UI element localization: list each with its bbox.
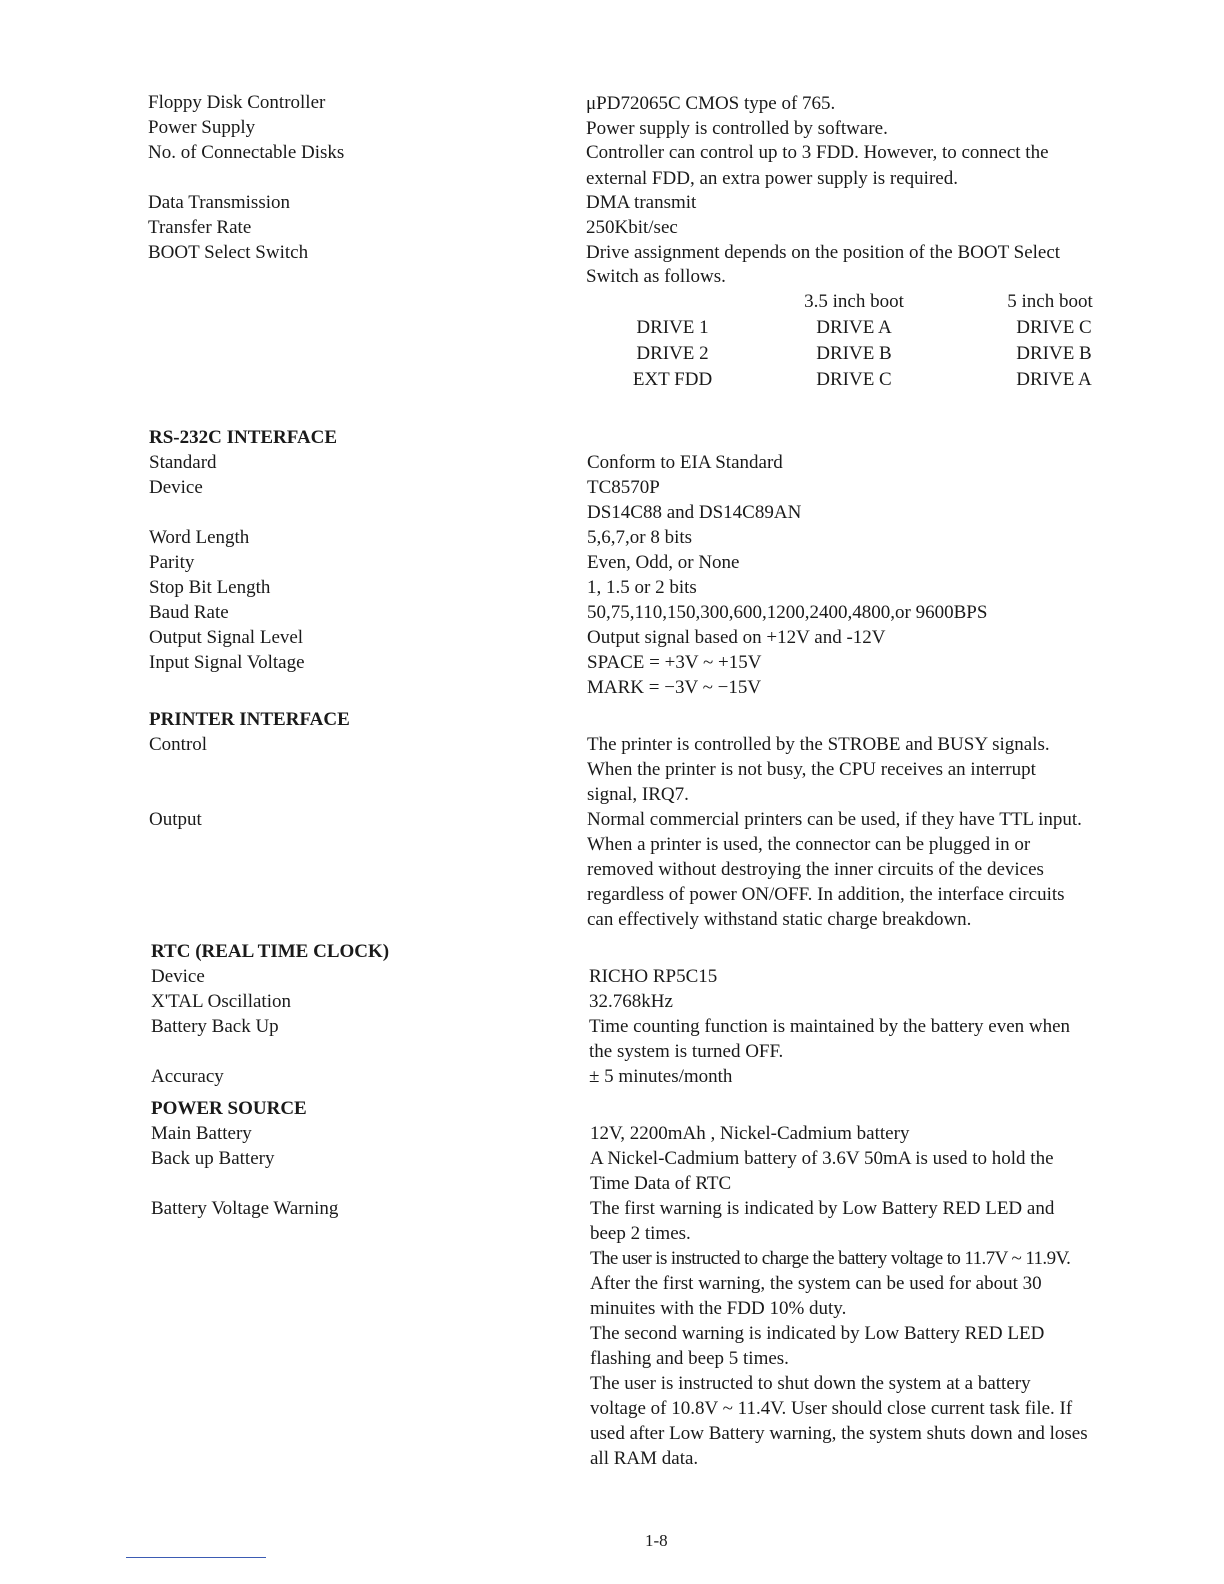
value-output-2: When a printer is used, the connector can be plugged in or [587,834,1031,855]
value-warning-5: minuites with the FDD 10% duty. [590,1298,847,1319]
value-warning-10: used after Low Battery warning, the system shuts down and loses [590,1423,1088,1444]
label-standard: Standard [149,452,217,473]
value-output-3: removed without destroying the inner circuits of the devices [587,859,1044,880]
label-battery-voltage-warning: Battery Voltage Warning [151,1198,339,1219]
value-device: TC8570P [587,477,660,498]
label-input-signal-voltage: Input Signal Voltage [149,652,305,673]
value-warning-7: flashing and beep 5 times. [590,1348,789,1369]
boot-table-cell: DRIVE B [1016,343,1092,364]
value-back-up-battery-cont: Time Data of RTC [590,1173,732,1194]
value-output-5: can effectively withstand static charge breakdown. [587,909,972,930]
value-back-up-battery: A Nickel-Cadmium battery of 3.6V 50mA is used to hold the [590,1148,1054,1169]
value-input-space: SPACE = +3V ~ +15V [587,652,762,673]
heading-power-source: POWER SOURCE [151,1098,307,1119]
boot-table-cell: DRIVE B [816,343,892,364]
label-device: Device [149,477,203,498]
label-battery-back-up: Battery Back Up [151,1016,279,1037]
value-fdc: μPD72065C CMOS type of 765. [586,93,836,114]
boot-table-cell: EXT FDD [632,369,713,390]
label-rtc-device: Device [151,966,205,987]
value-battery-back-up: Time counting function is maintained by the battery even when [589,1016,1071,1037]
value-parity: Even, Odd, or None [587,552,740,573]
boot-table-cell: DRIVE 2 [636,343,709,364]
value-output-4: regardless of power ON/OFF. In addition, the interface circuits [587,884,1065,905]
heading-rs232c: RS-232C INTERFACE [149,427,338,448]
label-control: Control [149,734,208,755]
boot-table-cell: DRIVE A [1016,369,1092,390]
value-warning-6: The second warning is indicated by Low Battery RED LED [590,1323,1045,1344]
label-stop-bit-length: Stop Bit Length [149,577,271,598]
label-floppy-disk-controller: Floppy Disk Controller [148,92,326,113]
value-transfer-rate: 250Kbit/sec [586,217,678,238]
label-parity: Parity [149,552,195,573]
heading-rtc: RTC (REAL TIME CLOCK) [151,941,390,962]
value-warning-9: voltage of 10.8V ~ 11.4V. User should close current task file. If [590,1398,1073,1419]
value-main-battery: 12V, 2200mAh , Nickel-Cadmium battery [590,1123,910,1144]
value-connectable-disks: Controller can control up to 3 FDD. However, to connect the [586,142,1049,163]
label-main-battery: Main Battery [151,1123,252,1144]
boot-table-header: 5 inch boot [1007,291,1093,312]
footer-rule [126,1557,266,1558]
value-power-supply: Power supply is controlled by software. [586,118,888,139]
value-xtal-oscillation: 32.768kHz [589,991,673,1012]
value-control-1: The printer is controlled by the STROBE and BUSY signals. [587,734,1050,755]
label-xtal-oscillation: X'TAL Oscillation [151,991,291,1012]
boot-table-header: 3.5 inch boot [804,291,904,312]
value-standard: Conform to EIA Standard [587,452,783,473]
value-baud-rate: 50,75,110,150,300,600,1200,2400,4800,or 9600BPS [587,602,988,623]
value-battery-back-up-cont: the system is turned OFF. [589,1041,784,1062]
boot-table-cell: DRIVE A [816,317,892,338]
value-accuracy: ± 5 minutes/month [589,1066,733,1087]
value-rtc-device: RICHO RP5C15 [589,966,718,987]
heading-printer-interface: PRINTER INTERFACE [149,709,350,730]
value-control-2: When the printer is not busy, the CPU receives an interrupt [587,759,1036,780]
value-input-mark: MARK = −3V ~ −15V [587,677,762,698]
page-number: 1-8 [645,1531,668,1550]
boot-table-cell: DRIVE 1 [636,317,709,338]
value-output-1: Normal commercial printers can be used, if they have TTL input. [587,809,1082,830]
value-output-signal-level: Output signal based on +12V and -12V [587,627,886,648]
label-accuracy: Accuracy [151,1066,224,1087]
label-baud-rate: Baud Rate [149,602,229,623]
label-back-up-battery: Back up Battery [151,1148,275,1169]
label-boot-select-switch: BOOT Select Switch [148,242,309,263]
value-word-length: 5,6,7,or 8 bits [587,527,693,548]
value-boot-select-cont: Switch as follows. [586,266,726,287]
boot-table-cell: DRIVE C [1016,317,1092,338]
value-warning-8: The user is instructed to shut down the system at a battery [590,1373,1031,1394]
value-warning-3: The user is instructed to charge the battery voltage to 11.7V ~ 11.9V. [590,1248,1071,1269]
value-stop-bit-length: 1, 1.5 or 2 bits [587,577,697,598]
label-word-length: Word Length [149,527,250,548]
value-warning-4: After the first warning, the system can be used for about 30 [590,1273,1042,1294]
value-warning-2: beep 2 times. [590,1223,691,1244]
value-device-cont: DS14C88 and DS14C89AN [587,502,802,523]
label-output-signal-level: Output Signal Level [149,627,304,648]
boot-table-cell: DRIVE C [816,369,892,390]
value-warning-1: The first warning is indicated by Low Battery RED LED and [590,1198,1055,1219]
label-connectable-disks: No. of Connectable Disks [148,142,345,163]
label-data-transmission: Data Transmission [148,192,290,213]
value-control-3: signal, IRQ7. [587,784,689,805]
value-boot-select: Drive assignment depends on the position of the BOOT Select [586,242,1061,263]
label-output: Output [149,809,202,830]
value-connectable-disks-cont: external FDD, an extra power supply is required. [586,168,958,189]
label-transfer-rate: Transfer Rate [148,217,252,238]
value-warning-11: all RAM data. [590,1448,699,1469]
label-power-supply: Power Supply [148,117,256,138]
value-data-transmission: DMA transmit [586,192,697,213]
